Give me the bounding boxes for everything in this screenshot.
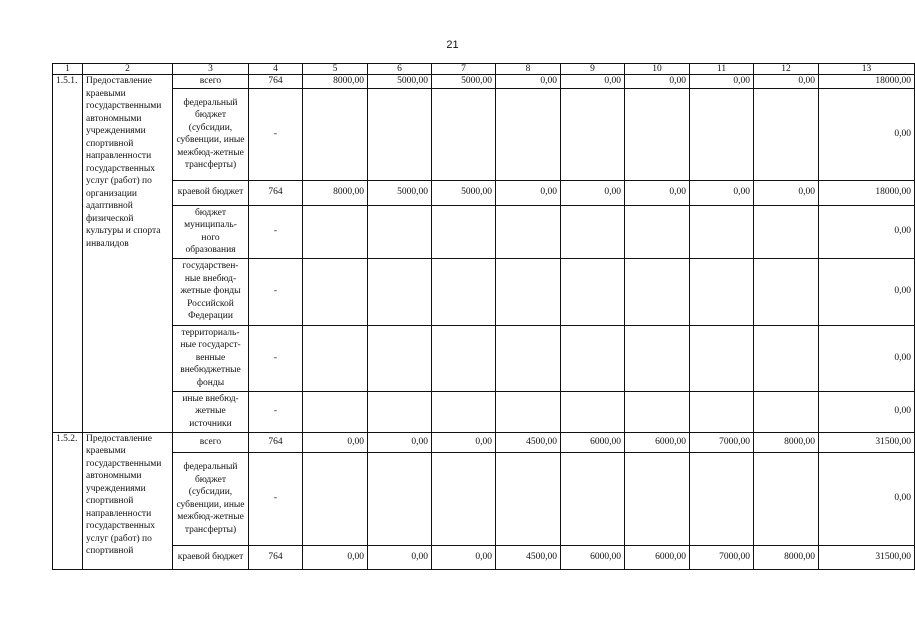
year-value: [496, 325, 561, 391]
year-value: [690, 88, 754, 180]
year-value: [625, 325, 690, 391]
year-value: [432, 205, 496, 258]
year-value: [368, 258, 432, 325]
code-value: 764: [249, 75, 303, 89]
total-value: 0,00: [819, 258, 915, 325]
year-value: [496, 205, 561, 258]
funding-source: всего: [173, 75, 249, 89]
year-value: 0,00: [561, 75, 625, 89]
year-value: 5000,00: [368, 180, 432, 205]
year-value: [496, 88, 561, 180]
year-value: 6000,00: [625, 432, 690, 452]
year-value: 0,00: [690, 75, 754, 89]
year-value: 6000,00: [561, 545, 625, 569]
year-value: 0,00: [690, 180, 754, 205]
year-value: [690, 391, 754, 432]
header-cell: 5: [303, 64, 368, 75]
header-cell: 10: [625, 64, 690, 75]
total-value: 0,00: [819, 391, 915, 432]
funding-source: всего: [173, 432, 249, 452]
year-value: [303, 391, 368, 432]
header-cell: 1: [53, 64, 83, 75]
total-value: 0,00: [819, 452, 915, 545]
year-value: 8000,00: [303, 75, 368, 89]
year-value: [368, 452, 432, 545]
year-value: 0,00: [496, 75, 561, 89]
year-value: 0,00: [754, 75, 819, 89]
year-value: 4500,00: [496, 432, 561, 452]
total-value: 0,00: [819, 325, 915, 391]
header-cell: 11: [690, 64, 754, 75]
funding-source: территориаль-ные государст-венные внебюджетные фонды: [173, 325, 249, 391]
table-row: [53, 432, 915, 452]
year-value: 5000,00: [368, 75, 432, 89]
year-value: 4500,00: [496, 545, 561, 569]
header-cell: 7: [432, 64, 496, 75]
year-value: [368, 325, 432, 391]
year-value: [368, 391, 432, 432]
year-value: [303, 88, 368, 180]
year-value: [303, 452, 368, 545]
year-value: 0,00: [303, 545, 368, 569]
year-value: [690, 325, 754, 391]
total-value: 0,00: [819, 205, 915, 258]
year-value: [561, 258, 625, 325]
budget-table: [52, 63, 915, 570]
table-row: [53, 325, 915, 391]
total-value: 18000,00: [819, 75, 915, 89]
item-code: 1.5.1.: [53, 75, 83, 433]
total-value: 31500,00: [819, 545, 915, 569]
code-value: -: [249, 452, 303, 545]
year-value: [690, 452, 754, 545]
header-cell: 3: [173, 64, 249, 75]
year-value: [690, 258, 754, 325]
year-value: [754, 452, 819, 545]
year-value: [754, 258, 819, 325]
code-value: -: [249, 205, 303, 258]
year-value: 5000,00: [432, 75, 496, 89]
year-value: [561, 325, 625, 391]
total-value: 0,00: [819, 88, 915, 180]
header-cell: 9: [561, 64, 625, 75]
year-value: [625, 258, 690, 325]
year-value: [303, 205, 368, 258]
year-value: [303, 325, 368, 391]
year-value: 0,00: [561, 180, 625, 205]
year-value: [625, 205, 690, 258]
year-value: 0,00: [496, 180, 561, 205]
year-value: [754, 205, 819, 258]
year-value: [432, 258, 496, 325]
header-row: [53, 64, 915, 75]
funding-source: федеральный бюджет (субсидии, субвенции, иные межбюд-жетные трансферты): [173, 88, 249, 180]
year-value: 0,00: [625, 75, 690, 89]
year-value: 8000,00: [754, 432, 819, 452]
code-value: -: [249, 258, 303, 325]
year-value: 7000,00: [690, 432, 754, 452]
item-name: Предоставление краевыми государственными автономными учреждениями спортивной направленности государственных услуг (работ) по организации адаптивной физической культуры и спорта инвалидов: [83, 75, 173, 433]
year-value: [561, 391, 625, 432]
year-value: 5000,00: [432, 180, 496, 205]
year-value: 0,00: [625, 180, 690, 205]
year-value: 7000,00: [690, 545, 754, 569]
year-value: [625, 391, 690, 432]
year-value: [368, 88, 432, 180]
header-cell: 6: [368, 64, 432, 75]
year-value: [303, 258, 368, 325]
table-row: [53, 88, 915, 180]
funding-source: федеральный бюджет (субсидии, субвенции, иные межбюд-жетные трансферты): [173, 452, 249, 545]
year-value: 0,00: [432, 432, 496, 452]
year-value: [432, 88, 496, 180]
item-code: 1.5.2.: [53, 432, 83, 569]
year-value: [754, 391, 819, 432]
year-value: 0,00: [368, 432, 432, 452]
year-value: 8000,00: [754, 545, 819, 569]
funding-source: иные внебюд-жетные источники: [173, 391, 249, 432]
code-value: 764: [249, 180, 303, 205]
year-value: 0,00: [368, 545, 432, 569]
year-value: [368, 205, 432, 258]
funding-source: краевой бюджет: [173, 180, 249, 205]
code-value: -: [249, 325, 303, 391]
code-value: 764: [249, 432, 303, 452]
year-value: [432, 452, 496, 545]
code-value: 764: [249, 545, 303, 569]
year-value: 0,00: [754, 180, 819, 205]
header-cell: 13: [819, 64, 915, 75]
code-value: -: [249, 391, 303, 432]
year-value: [561, 88, 625, 180]
funding-source: краевой бюджет: [173, 545, 249, 569]
year-value: 6000,00: [561, 432, 625, 452]
year-value: [432, 325, 496, 391]
table-row: [53, 180, 915, 205]
year-value: [754, 325, 819, 391]
year-value: 0,00: [303, 432, 368, 452]
table-row: [53, 205, 915, 258]
table-row: [53, 452, 915, 545]
table-row: [53, 75, 915, 89]
year-value: [625, 88, 690, 180]
header-cell: 8: [496, 64, 561, 75]
code-value: -: [249, 88, 303, 180]
table-row: [53, 391, 915, 432]
year-value: [561, 205, 625, 258]
year-value: [690, 205, 754, 258]
year-value: [754, 88, 819, 180]
year-value: [625, 452, 690, 545]
year-value: [496, 452, 561, 545]
year-value: 6000,00: [625, 545, 690, 569]
year-value: [561, 452, 625, 545]
funding-source: бюджет муниципаль-ного образования: [173, 205, 249, 258]
year-value: [496, 258, 561, 325]
total-value: 18000,00: [819, 180, 915, 205]
year-value: [432, 391, 496, 432]
header-cell: 12: [754, 64, 819, 75]
page-number: 21: [446, 39, 459, 51]
funding-source: государствен-ные внебюд-жетные фонды Российской Федерации: [173, 258, 249, 325]
header-cell: 4: [249, 64, 303, 75]
total-value: 31500,00: [819, 432, 915, 452]
table-row: [53, 258, 915, 325]
item-name: Предоставление краевыми государственными автономными учреждениями спортивной направленности государственных услуг (работ) по спортивной: [83, 432, 173, 569]
year-value: 0,00: [432, 545, 496, 569]
header-cell: 2: [83, 64, 173, 75]
year-value: 8000,00: [303, 180, 368, 205]
year-value: [496, 391, 561, 432]
table-row: [53, 545, 915, 569]
